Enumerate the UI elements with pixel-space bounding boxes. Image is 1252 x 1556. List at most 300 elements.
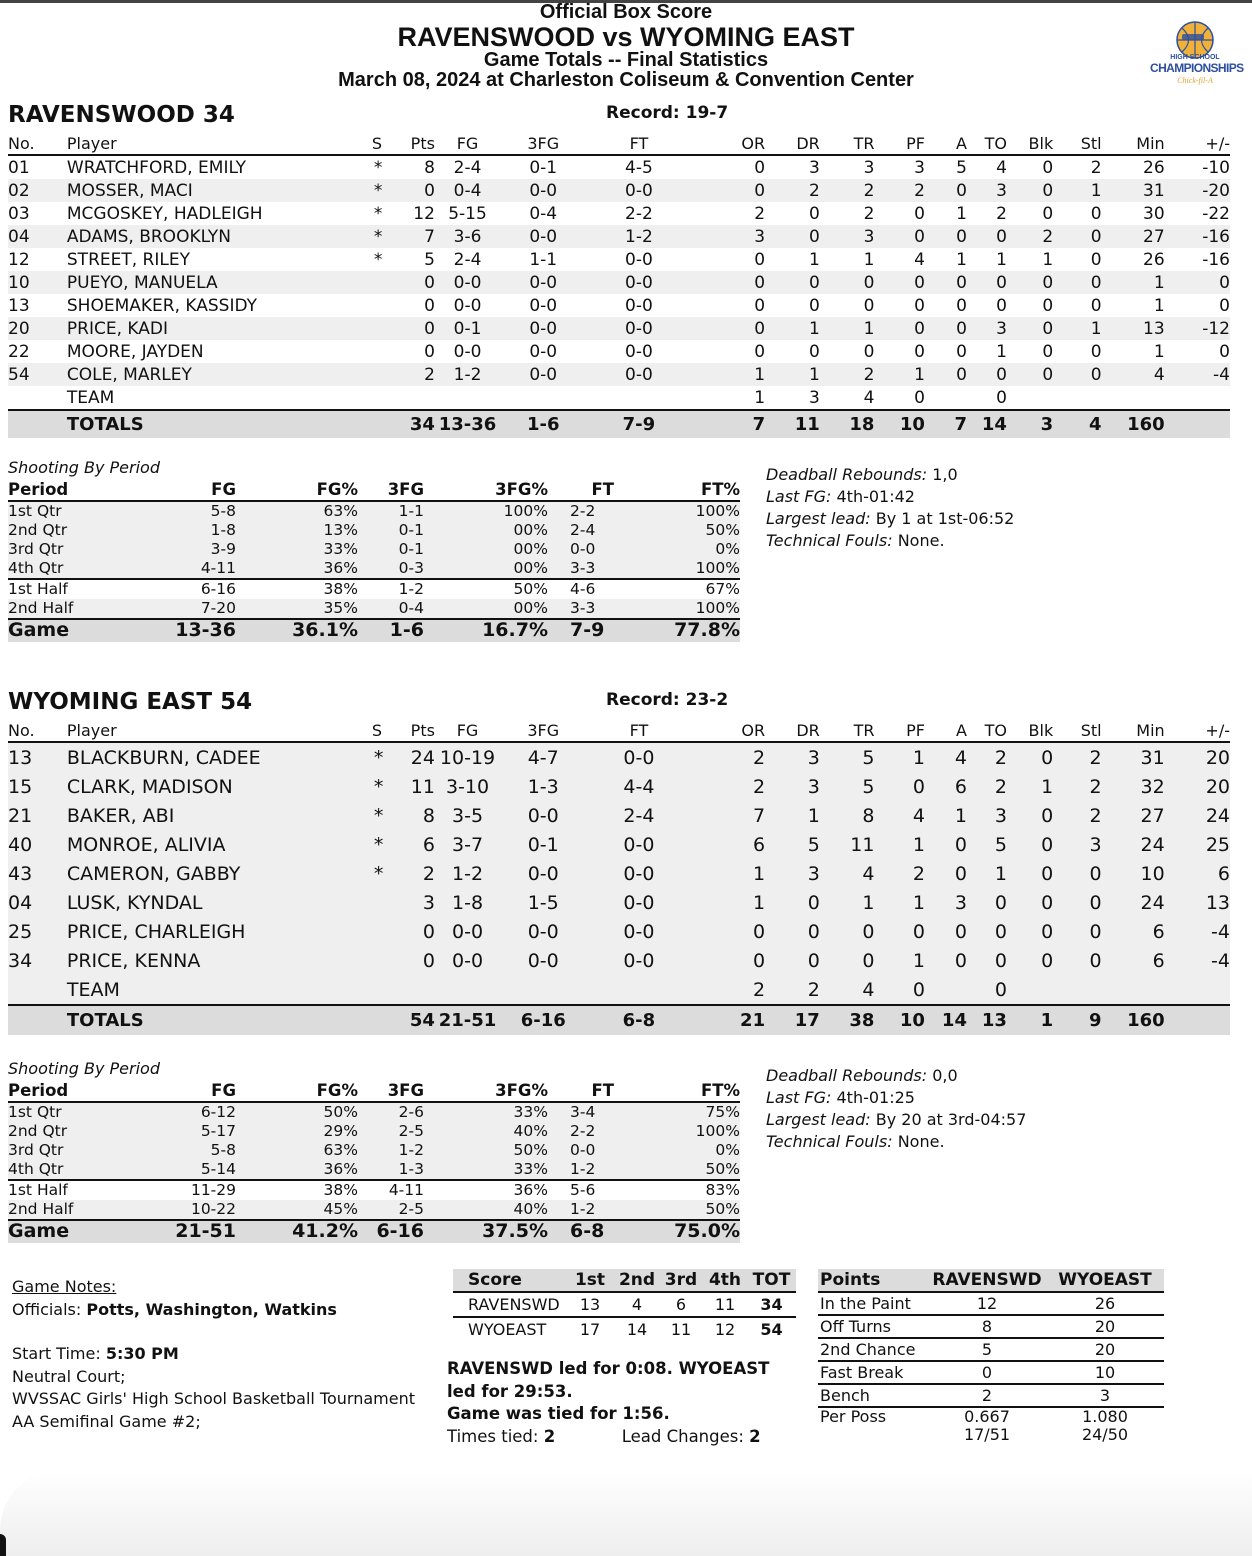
stat-cell: 4 <box>914 249 925 270</box>
stat-cell: 0 <box>967 975 1007 1005</box>
stat-cell: 2 <box>692 772 766 801</box>
shooting-cell: 100% <box>614 1122 740 1141</box>
shooting-cell: Game <box>8 619 138 642</box>
stat-cell: 0 <box>996 387 1007 408</box>
player-row <box>8 859 1230 888</box>
score-cell: 14 <box>626 1320 648 1339</box>
shooting-cell: 1-2 <box>548 1200 614 1220</box>
stat-cell: 0 <box>925 859 967 888</box>
totals-cell: 13 <box>967 1005 1007 1035</box>
stat-cell: 1 <box>996 341 1007 362</box>
shooting-cell: 1st Qtr <box>8 501 138 521</box>
info-key: Deadball Rebounds: <box>766 1066 928 1085</box>
shooting-cell: 3-9 <box>138 540 236 559</box>
totals-cell: 10 <box>874 1005 924 1035</box>
info-line <box>766 1131 1026 1153</box>
stat-cell: 6 <box>925 772 967 801</box>
stat-cell <box>435 386 500 410</box>
totals-cell: 1-6 <box>500 410 586 438</box>
stat-cell: 1 <box>1153 295 1165 316</box>
stat-cell: -16 <box>1202 249 1230 270</box>
totals-cell: 7-9 <box>586 410 691 438</box>
stat-cell: 0 <box>967 888 1007 917</box>
points-cell: Off Turns <box>818 1315 928 1338</box>
stat-cell: 1 <box>874 742 924 772</box>
stat-cell: 30 <box>1143 203 1165 224</box>
stat-cell: 0-0 <box>453 295 482 316</box>
totals-cell <box>1165 410 1230 438</box>
stat-cell: 4 <box>1102 363 1165 386</box>
shooting-cell: 6-16 <box>138 579 236 599</box>
points-cell: 3 <box>1046 1384 1164 1407</box>
stat-cell: 1 <box>754 387 766 408</box>
player-row <box>8 225 1230 248</box>
start-time-label: Start Time: <box>12 1344 106 1363</box>
stat-cell: 1 <box>765 317 820 340</box>
stat-cell: * <box>372 742 399 772</box>
stat-cell: 54 <box>8 363 67 386</box>
stat-cell: 1-8 <box>435 888 500 917</box>
stat-cell: 1 <box>820 888 875 917</box>
totals-cell <box>8 410 67 438</box>
stat-cell: 7 <box>692 801 766 830</box>
player-row <box>8 772 1230 801</box>
shooting-cell: 2nd Half <box>8 1200 138 1220</box>
stat-cell: 0 <box>1007 859 1053 888</box>
stat-cell <box>586 975 691 1005</box>
stat-cell: 0 <box>399 271 435 294</box>
stat-cell: * <box>373 157 383 178</box>
column-header: 3FG <box>358 1082 424 1102</box>
stat-cell: 4-5 <box>625 157 653 178</box>
stat-cell: 0 <box>754 249 766 270</box>
totals-cell: 7 <box>692 410 766 438</box>
stat-cell: 0 <box>874 975 924 1005</box>
stat-cell <box>372 975 399 1005</box>
stat-cell <box>372 271 399 294</box>
per-possession-fraction: 24/50 <box>1081 1424 1129 1444</box>
stat-cell: 0-0 <box>529 295 558 316</box>
stat-cell: 0 <box>692 917 766 946</box>
stat-cell: 0-1 <box>435 317 500 340</box>
stat-cell: 0-0 <box>586 179 691 202</box>
stat-cell: 32 <box>1102 772 1165 801</box>
shooting-cell: 36% <box>236 1160 358 1180</box>
stat-cell: 3 <box>399 888 435 917</box>
quarter-row <box>8 540 740 559</box>
shooting-cell: 2-2 <box>548 501 614 521</box>
column-header: 3FG% <box>424 1082 548 1102</box>
stat-cell: 25 <box>8 917 67 946</box>
info-key: Largest lead: <box>766 509 871 528</box>
shooting-cell: 77.8% <box>614 619 740 642</box>
info-value: 4th-01:42 <box>831 487 915 506</box>
stat-cell: 1 <box>1042 249 1054 270</box>
stat-cell <box>1007 975 1053 1005</box>
player-row <box>8 830 1230 859</box>
column-header: No. <box>8 133 67 155</box>
stat-cell: 6 <box>399 830 435 859</box>
stat-cell: 24 <box>1102 888 1165 917</box>
shooting-cell: 3-3 <box>548 599 614 619</box>
stat-cell: 4-4 <box>586 772 691 801</box>
stat-cell: * <box>372 225 399 248</box>
stat-cell: 3 <box>765 859 820 888</box>
column-header: 3FG <box>358 481 424 501</box>
points-cell: 2 <box>928 1384 1046 1407</box>
stat-cell: 0 <box>956 341 967 362</box>
shooting-cell: 2-5 <box>358 1200 424 1220</box>
points-row <box>818 1361 1164 1384</box>
stat-cell: 3-10 <box>435 772 500 801</box>
stat-cell: 0 <box>914 203 925 224</box>
stat-cell: 0 <box>692 271 766 294</box>
shooting-by-period-table-ravenswood <box>8 481 740 642</box>
stat-cell: 12 <box>413 203 435 224</box>
stat-cell: BLACKBURN, CADEE <box>67 742 372 772</box>
stat-cell: 0 <box>1053 271 1101 294</box>
stat-cell: 0-4 <box>435 179 500 202</box>
stat-cell: 0 <box>820 271 875 294</box>
stat-cell: 0 <box>808 295 820 316</box>
stat-cell: 0 <box>1007 946 1053 975</box>
stat-cell: 5 <box>956 157 967 178</box>
shooting-cell: 29% <box>236 1122 358 1141</box>
shooting-cell: 0-0 <box>548 1141 614 1160</box>
stat-cell: 0 <box>1219 341 1230 362</box>
shooting-cell: 1-8 <box>138 521 236 540</box>
column-header: Score <box>453 1269 565 1292</box>
stat-cell: 0-0 <box>625 341 653 362</box>
stat-cell: 1 <box>925 801 967 830</box>
stat-cell: 0-0 <box>586 271 691 294</box>
totals-cell <box>1165 1005 1230 1035</box>
shooting-cell: 67% <box>614 579 740 599</box>
stat-cell: * <box>372 179 399 202</box>
stat-cell: 03 <box>8 203 30 224</box>
stat-cell: 1 <box>874 888 924 917</box>
shooting-cell: 4-11 <box>138 559 236 579</box>
score-cell: 17 <box>579 1320 601 1339</box>
stat-cell <box>500 386 586 410</box>
stat-cell: 1-2 <box>435 859 500 888</box>
info-value: 0,0 <box>927 1066 958 1085</box>
stat-cell: 7 <box>399 225 435 248</box>
totals-cell: 4 <box>1053 410 1101 438</box>
shooting-cell: 38% <box>236 579 358 599</box>
stat-cell: PUEYO, MANUELA <box>67 271 372 294</box>
stat-cell <box>925 975 967 1005</box>
info-value: 1,0 <box>927 465 958 484</box>
column-header: FT <box>548 1082 614 1102</box>
shooting-cell: 40% <box>424 1200 548 1220</box>
totals-row <box>8 410 1230 438</box>
stat-cell: ADAMS, BROOKLYN <box>67 225 372 248</box>
shooting-cell: 6-16 <box>358 1220 424 1243</box>
column-header: TO <box>967 720 1007 742</box>
score-cell: 13 <box>565 1292 615 1317</box>
shooting-cell: 0-4 <box>358 599 424 619</box>
column-header: PF <box>874 133 924 155</box>
stat-cell: LUSK, KYNDAL <box>67 888 372 917</box>
stat-cell: TEAM <box>66 387 115 408</box>
stat-cell: 5 <box>765 830 820 859</box>
shooting-cell: 00% <box>424 599 548 619</box>
half-row <box>8 1200 740 1220</box>
column-header: FT <box>586 720 691 742</box>
half-row <box>8 599 740 619</box>
stat-cell: 0 <box>1007 801 1053 830</box>
column-header: Min <box>1102 720 1165 742</box>
shooting-cell: 50% <box>424 1141 548 1160</box>
per-possession-row <box>818 1407 1164 1443</box>
stat-cell: * <box>373 203 383 224</box>
shooting-cell: 38% <box>236 1180 358 1200</box>
score-cell: RAVENSWD <box>453 1292 565 1317</box>
stat-cell: 0 <box>996 295 1007 316</box>
shooting-cell: 13-36 <box>138 619 236 642</box>
stat-cell: 0 <box>956 295 967 316</box>
stat-cell: TEAM <box>67 975 372 1005</box>
stat-cell: 2-4 <box>453 249 482 270</box>
player-row <box>8 294 1230 317</box>
points-cell: 12 <box>928 1292 1046 1315</box>
times-tied-value: 2 <box>543 1426 556 1446</box>
shooting-cell: 1-1 <box>358 501 424 521</box>
stat-cell: 04 <box>8 225 67 248</box>
score-by-period-table <box>453 1269 796 1341</box>
stat-cell: 3 <box>1053 830 1101 859</box>
shooting-by-period-label-wyoming-east: Shooting By Period <box>8 1059 160 1078</box>
stat-cell: SHOEMAKER, KASSIDY <box>66 295 258 316</box>
column-header: Player <box>67 133 372 155</box>
stat-cell: 2-4 <box>453 157 482 178</box>
shooting-cell: 37.5% <box>424 1220 548 1243</box>
column-header: 1st <box>565 1269 615 1292</box>
page-footer-shade <box>0 1470 1252 1556</box>
stat-cell: BAKER, ABI <box>67 801 372 830</box>
shooting-cell: 50% <box>614 1200 740 1220</box>
points-breakdown-table <box>818 1269 1164 1443</box>
box-score-table-wyoming-east <box>8 720 1230 1035</box>
stat-cell: 1 <box>1007 772 1053 801</box>
stat-cell: 3 <box>808 157 820 178</box>
stat-cell: 0-0 <box>500 225 586 248</box>
shooting-by-period-table-wyoming-east <box>8 1082 740 1243</box>
stat-cell: * <box>373 249 383 270</box>
stat-cell: 0 <box>914 341 925 362</box>
column-header: TOT <box>747 1269 796 1292</box>
stat-cell: 12 <box>8 249 30 270</box>
stat-cell: 0 <box>914 295 925 316</box>
stat-cell: 0-0 <box>586 317 691 340</box>
game-date-venue: March 08, 2024 at Charleston Coliseum & Convention Center <box>338 69 914 91</box>
stat-cell: 0 <box>967 946 1007 975</box>
stat-cell: 0 <box>1007 888 1053 917</box>
stat-cell: 1 <box>765 363 820 386</box>
game-notes-title: Game Notes: <box>12 1277 117 1296</box>
stat-cell: 2-2 <box>625 203 653 224</box>
column-header: FG <box>138 481 236 501</box>
info-value: 4th-01:25 <box>831 1088 915 1107</box>
stat-cell: 0 <box>399 917 435 946</box>
points-cell: In the Paint <box>818 1292 928 1315</box>
shooting-cell: 36.1% <box>236 619 358 642</box>
stat-cell: 0 <box>765 225 820 248</box>
stat-cell: MOSSER, MACI <box>67 179 372 202</box>
player-row <box>8 917 1230 946</box>
column-header: A <box>925 133 967 155</box>
stat-cell <box>372 917 399 946</box>
stat-cell: 13 <box>8 742 67 772</box>
lead-changes-value: 2 <box>749 1426 761 1446</box>
quarter-row <box>8 501 740 521</box>
stat-cell: 27 <box>1102 225 1165 248</box>
stat-cell: 2 <box>967 772 1007 801</box>
column-header: FG <box>138 1082 236 1102</box>
points-cell: 26 <box>1046 1292 1164 1315</box>
stat-cell: 0-0 <box>500 317 586 340</box>
stat-cell: 0 <box>1007 363 1053 386</box>
points-cell: 8 <box>928 1315 1046 1338</box>
stat-cell <box>1053 386 1101 410</box>
quarter-row <box>8 1102 740 1122</box>
box-score-table-ravenswood <box>8 133 1230 438</box>
stat-cell: 1 <box>956 249 967 270</box>
column-header: Pts <box>399 720 435 742</box>
start-time-line <box>12 1343 415 1366</box>
shooting-cell: 0% <box>614 540 740 559</box>
stat-cell: 0 <box>808 341 820 362</box>
stat-cell: 3 <box>967 801 1007 830</box>
stat-cell: 0 <box>1053 225 1101 248</box>
stat-cell: 22 <box>8 341 30 362</box>
column-header: TR <box>820 133 875 155</box>
player-row <box>8 386 1230 410</box>
player-row <box>8 248 1230 271</box>
stat-cell <box>1165 386 1230 410</box>
game-row <box>8 619 740 642</box>
stat-cell: 4 <box>925 742 967 772</box>
stat-cell <box>372 386 399 410</box>
shooting-cell: 83% <box>614 1180 740 1200</box>
officials-line <box>12 1299 415 1322</box>
stat-cell: 2 <box>1053 742 1101 772</box>
stat-cell: 0-0 <box>435 271 500 294</box>
shooting-cell: 1-3 <box>358 1160 424 1180</box>
stat-cell: 0-1 <box>529 157 558 178</box>
score-cell: 11 <box>670 1320 692 1339</box>
totals-cell: 160 <box>1102 1005 1165 1035</box>
score-cell: 4 <box>615 1292 659 1317</box>
stat-cell: 0 <box>1042 157 1054 178</box>
stat-cell: 10 <box>8 271 67 294</box>
team-title-ravenswood: RAVENSWOOD 34 <box>8 102 235 128</box>
stat-cell <box>1102 975 1165 1005</box>
stat-cell: 0 <box>1053 363 1101 386</box>
logo-text-championships: CHAMPIONSHIPS <box>1150 61 1244 75</box>
stat-cell: 2 <box>1090 157 1102 178</box>
shooting-cell: 7-20 <box>138 599 236 619</box>
column-header: A <box>925 720 967 742</box>
shooting-cell: 21-51 <box>138 1220 236 1243</box>
shooting-cell: 33% <box>424 1102 548 1122</box>
stat-cell: PRICE, KADI <box>67 317 372 340</box>
column-header: FT% <box>614 1082 740 1102</box>
stat-cell: 5 <box>820 742 875 772</box>
column-header: DR <box>765 133 820 155</box>
column-header: +/- <box>1165 720 1230 742</box>
score-cell: 54 <box>760 1320 783 1339</box>
shooting-cell: Game <box>8 1220 138 1243</box>
game-notes <box>12 1276 415 1433</box>
stat-cell: 11 <box>399 772 435 801</box>
shooting-cell: 2nd Qtr <box>8 1122 138 1141</box>
stat-cell: 10-19 <box>435 742 500 772</box>
stat-cell: 3 <box>820 225 875 248</box>
shooting-cell: 5-8 <box>138 1141 236 1160</box>
stat-cell: 0 <box>914 387 925 408</box>
column-header: No. <box>8 720 67 742</box>
stat-cell: -4 <box>1165 363 1230 386</box>
stat-cell: 3 <box>692 225 766 248</box>
totals-cell: 21-51 <box>435 1005 500 1035</box>
stat-cell: 0-0 <box>453 341 482 362</box>
stat-cell: 1 <box>874 946 924 975</box>
stat-cell <box>1007 386 1053 410</box>
stat-cell: 0 <box>1165 271 1230 294</box>
shooting-cell: 6-8 <box>548 1220 614 1243</box>
totals-cell: 3 <box>1007 410 1053 438</box>
stat-cell <box>500 975 586 1005</box>
stat-cell <box>586 386 691 410</box>
shooting-cell: 2nd Qtr <box>8 521 138 540</box>
per-possession-label: Per Poss <box>820 1407 887 1426</box>
totals-cell: 11 <box>765 410 820 438</box>
lead-changes-label: Lead Changes: <box>621 1426 750 1446</box>
stat-cell: * <box>372 772 399 801</box>
stat-cell: * <box>372 801 399 830</box>
stat-cell: 8 <box>820 801 875 830</box>
stat-cell: 0 <box>1053 888 1101 917</box>
shooting-cell: 50% <box>236 1102 358 1122</box>
stat-cell: 6 <box>1165 859 1230 888</box>
stat-cell: 2 <box>967 742 1007 772</box>
stat-cell: 1 <box>820 317 875 340</box>
shooting-cell: 0-1 <box>358 521 424 540</box>
stat-cell: 3 <box>967 317 1007 340</box>
stat-cell: 0-0 <box>500 179 586 202</box>
team-record-wyoming-east: Record: 23-2 <box>606 690 729 710</box>
quarter-row <box>8 1160 740 1180</box>
stat-cell: -20 <box>1165 179 1230 202</box>
stat-cell: -16 <box>1165 225 1230 248</box>
stat-cell: 1 <box>692 888 766 917</box>
shooting-cell: 50% <box>614 521 740 540</box>
stat-cell: 0 <box>765 917 820 946</box>
stat-cell: 13 <box>8 295 30 316</box>
per-possession-fraction: 17/51 <box>963 1424 1011 1444</box>
stat-cell: 0 <box>925 225 967 248</box>
totals-cell: 18 <box>820 410 875 438</box>
points-cell: 2nd Chance <box>818 1338 928 1361</box>
shooting-cell: 13% <box>236 521 358 540</box>
stat-cell: 2 <box>1053 772 1101 801</box>
shooting-cell: 0% <box>614 1141 740 1160</box>
stat-cell: 0-0 <box>500 363 586 386</box>
stat-cell: 1 <box>996 249 1007 270</box>
column-header: Points <box>818 1269 928 1292</box>
